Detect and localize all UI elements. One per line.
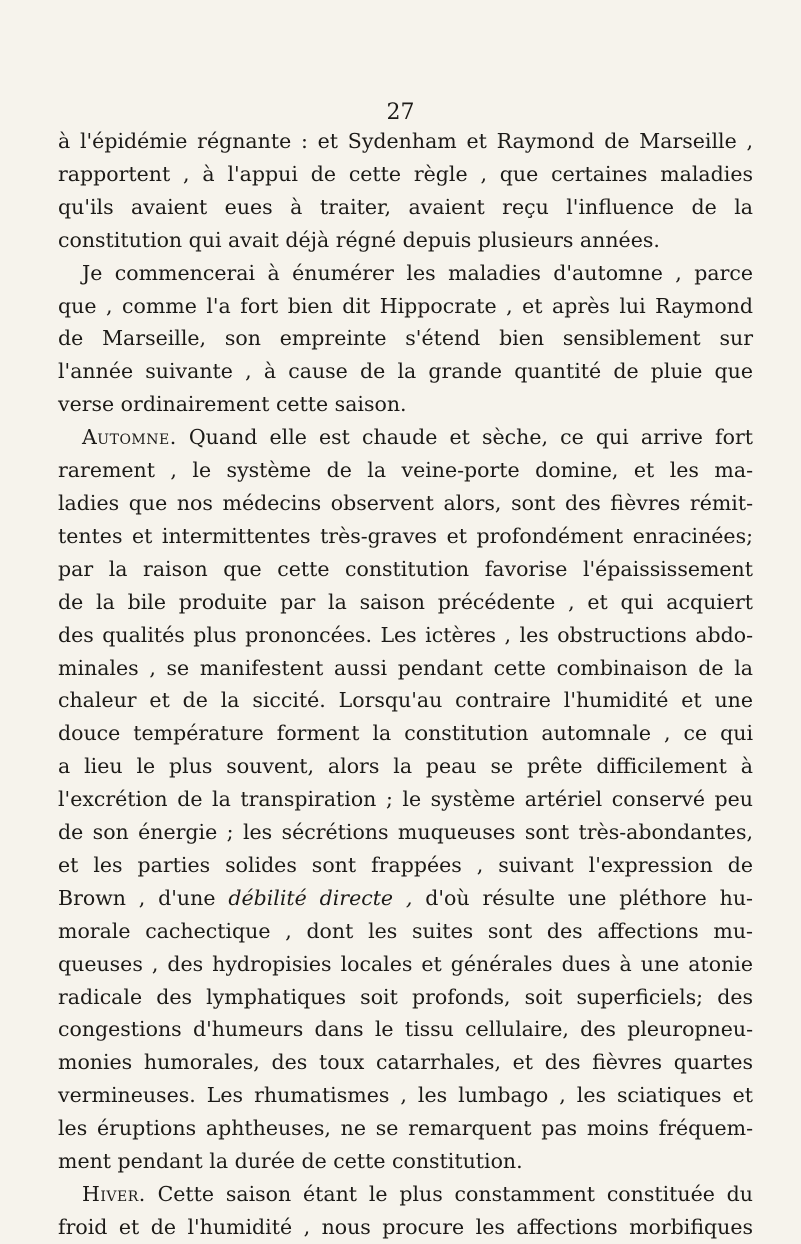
text-line: rarement , le système de la veine-porte domine, et les ma- (58, 458, 753, 483)
text-line-rest: Cette saison étant le plus constamment constituée du (145, 1182, 753, 1206)
text-line: queuses , des hydropisies locales et générales dues à une atonie (58, 951, 753, 976)
text-line-rest: Quand elle est chaude et sèche, ce qui arrive fort (176, 425, 753, 450)
text-line: qu'ils avaient eues à traiter, avaient reçu l'influence de la (58, 194, 753, 219)
text-line: de son énergie ; les sécrétions muqueuses sont très-abondantes, (58, 820, 753, 845)
italic-phrase: débilité directe , (228, 885, 413, 910)
text-line: monies humorales, des toux catarrhales, et des fièvres quartes (58, 1050, 753, 1075)
page-number: 27 (386, 100, 415, 125)
text-fragment: Brown , d'une (58, 885, 229, 910)
text-line: ment pendant la durée de cette constitution. (58, 1149, 523, 1174)
text-line-with-italic (58, 882, 753, 915)
text-line: de la bile produite par la saison précédente , et qui acquiert (58, 589, 753, 614)
text-line: vermineuses. Les rhumatismes , les lumbago , les sciatiques et (58, 1083, 753, 1108)
text-line: l'excrétion de la transpiration ; le système artériel conservé peu (58, 787, 753, 812)
text-line: des qualités plus prononcées. Les ictères , les obstructions abdo- (58, 622, 753, 647)
body-text (58, 125, 753, 1244)
text-line: a lieu le plus souvent, alors la peau se prête difficilement à (58, 754, 753, 779)
section-heading-automne: Automne. (82, 425, 177, 450)
text-fragment: d'où résulte une pléthore hu- (412, 885, 753, 910)
text-line: morale cachectique , dont les suites sont des affections mu- (58, 918, 753, 943)
section-start-hiver (58, 1178, 753, 1211)
text-line: ladies que nos médecins observent alors, sont des fièvres rémit- (58, 490, 753, 515)
text-line: à l'épidémie régnante : et Sydenham et Raymond de Marseille , (58, 129, 753, 153)
text-line: constitution qui avait déjà régné depuis plusieurs années. (58, 227, 660, 252)
text-line: que , comme l'a fort bien dit Hippocrate , et après lui Raymond (58, 293, 753, 318)
text-line: l'année suivante , à cause de la grande quantité de pluie que (58, 359, 753, 384)
text-line: Je commencerai à énumérer les maladies d'automne , parce (82, 260, 753, 285)
text-line: minales , se manifestent aussi pendant cette combinaison de la (58, 655, 753, 680)
text-line: douce température forment la constitution automnale , ce qui (58, 721, 753, 746)
text-line: tentes et intermittentes très-graves et profondément enracinées; (58, 523, 753, 548)
text-line: et les parties solides sont frappées , suivant l'expression de (58, 852, 753, 877)
text-line: radicale des lymphatiques soit profonds, soit superficiels; des (58, 984, 753, 1009)
text-line: rapportent , à l'appui de cette règle , que certaines maladies (58, 161, 753, 186)
text-line: les éruptions aphtheuses, ne se remarquent pas moins fréquem- (58, 1116, 753, 1141)
text-line: de Marseille, son empreinte s'étend bien sensiblement sur (58, 326, 753, 351)
text-line: congestions d'humeurs dans le tissu cellulaire, des pleuropneu- (58, 1017, 753, 1042)
section-heading-hiver: Hiver. (82, 1182, 146, 1206)
text-line: froid et de l'humidité , nous procure les affections morbifiques (58, 1214, 753, 1239)
text-line: chaleur et de la siccité. Lorsqu'au contraire l'humidité et une (58, 688, 753, 713)
text-line: verse ordinairement cette saison. (58, 392, 407, 417)
section-start-automne (58, 421, 753, 454)
text-line: par la raison que cette constitution favorise l'épaississement (58, 556, 753, 581)
